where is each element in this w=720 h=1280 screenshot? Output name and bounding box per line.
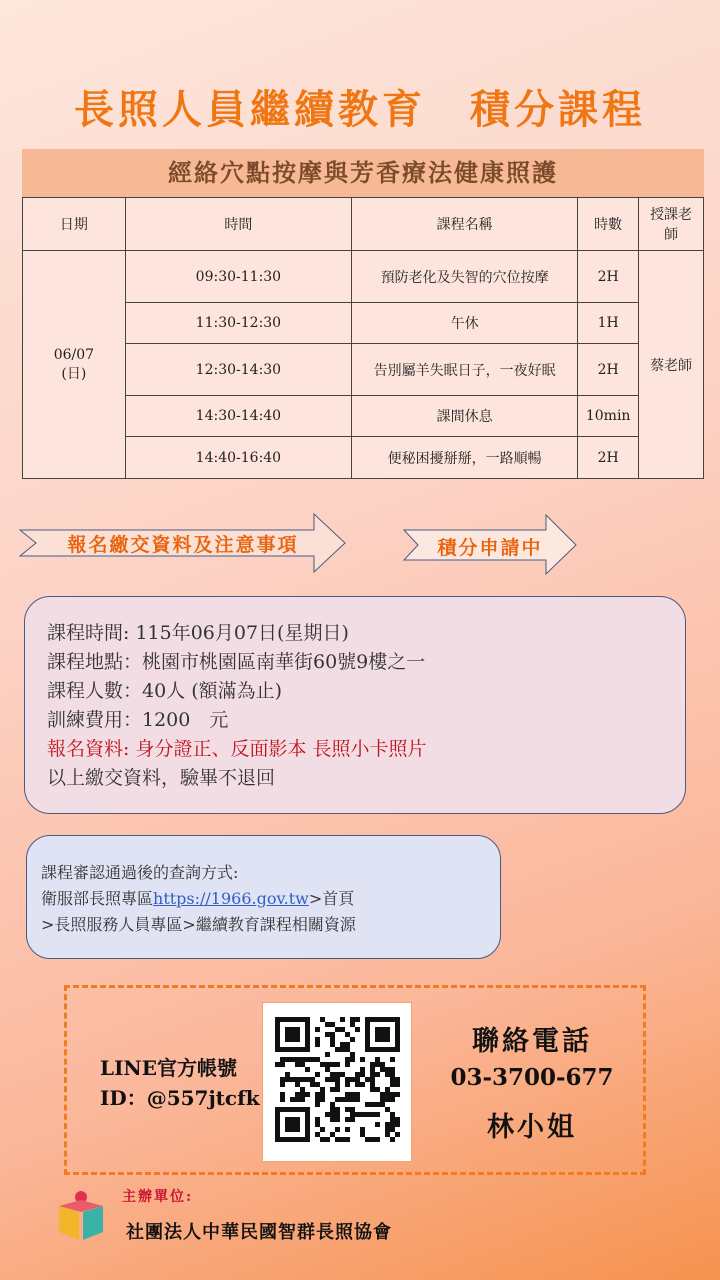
credit-arrow-label: 積分申請中 — [437, 537, 543, 559]
hours-cell: 1H — [578, 303, 639, 344]
phone-label: 聯絡電話 — [472, 1026, 592, 1057]
query-prefix: 衛服部長照專區 — [41, 889, 154, 908]
organizer-name: 社團法人中華民國智群長照協會 — [126, 1222, 392, 1243]
info-note: 以上繳交資料，驗畢不退回 — [47, 767, 276, 789]
qr-code[interactable] — [262, 1002, 412, 1162]
query-info-box — [26, 835, 501, 959]
ltc-website-link[interactable]: https://1966.gov.tw — [153, 889, 309, 908]
teacher-cell: 蔡老師 — [639, 251, 704, 479]
info-time: 課程時間: 115年06月07日(星期日) — [47, 622, 349, 644]
time-cell: 14:40-16:40 — [125, 437, 351, 479]
info-location: 課程地點：桃園市桃園區南華街60號9樓之一 — [47, 651, 426, 673]
query-line3: >長照服務人員專區>繼續教育課程相關資源 — [41, 915, 356, 934]
time-cell: 11:30-12:30 — [125, 303, 351, 344]
info-capacity: 課程人數：40人 (額滿為止) — [47, 680, 283, 702]
course-title: 經絡穴點按摩與芳香療法健康照護 — [22, 149, 704, 197]
time-cell: 12:30-14:30 — [125, 344, 351, 396]
association-logo-icon — [55, 1188, 107, 1244]
query-line2 — [41, 886, 500, 912]
qr-code-icon — [263, 1003, 411, 1161]
credit-arrow — [402, 514, 578, 576]
contact-person: 林小姐 — [487, 1112, 577, 1143]
time-cell: 09:30-11:30 — [125, 251, 351, 303]
col-hours: 時數 — [578, 198, 639, 251]
col-course-name: 課程名稱 — [352, 198, 578, 251]
course-name-cell: 預防老化及失智的穴位按摩 — [352, 251, 578, 303]
course-name-cell: 便秘困擾掰掰，一路順暢 — [352, 437, 578, 479]
query-line1: 課程審認通過後的查詢方式: — [41, 863, 239, 882]
line-account — [100, 1053, 260, 1113]
hours-cell: 10min — [578, 396, 639, 437]
table-row — [23, 396, 704, 437]
info-fee: 訓練費用：1200 元 — [47, 709, 229, 731]
registration-arrow — [18, 512, 348, 574]
date-value: 06/07 — [53, 346, 95, 363]
query-suffix: >首頁 — [308, 889, 355, 908]
col-time: 時間 — [125, 198, 351, 251]
organizer-label: 主辦單位: — [122, 1189, 194, 1205]
col-teacher: 授課老師 — [639, 198, 704, 251]
phone-number: 03-3700-677 — [450, 1064, 614, 1091]
organizer-logo — [55, 1188, 107, 1248]
date-cell — [23, 251, 126, 479]
table-row — [23, 344, 704, 396]
course-info-box — [24, 596, 686, 814]
line-label: LINE官方帳號 — [100, 1056, 237, 1080]
hours-cell: 2H — [578, 437, 639, 479]
page-title: 長照人員繼續教育 積分課程 — [74, 86, 646, 133]
course-name-cell: 課間休息 — [352, 396, 578, 437]
registration-arrow-label: 報名繳交資料及注意事項 — [67, 534, 299, 556]
col-date: 日期 — [23, 198, 126, 251]
hours-cell: 2H — [578, 344, 639, 396]
info-documents: 報名資料: 身分證正、反面影本 長照小卡照片 — [47, 738, 427, 760]
table-row — [23, 251, 704, 303]
schedule-table — [22, 197, 704, 479]
course-name-cell: 午休 — [352, 303, 578, 344]
date-weekday: (日) — [61, 365, 87, 382]
table-row — [23, 437, 704, 479]
hours-cell: 2H — [578, 251, 639, 303]
table-header-row — [23, 198, 704, 251]
table-row — [23, 303, 704, 344]
time-cell: 14:30-14:40 — [125, 396, 351, 437]
line-id: ID：@557jtcfk — [100, 1086, 260, 1110]
course-name-cell: 告別屬羊失眠日子，一夜好眠 — [352, 344, 578, 396]
